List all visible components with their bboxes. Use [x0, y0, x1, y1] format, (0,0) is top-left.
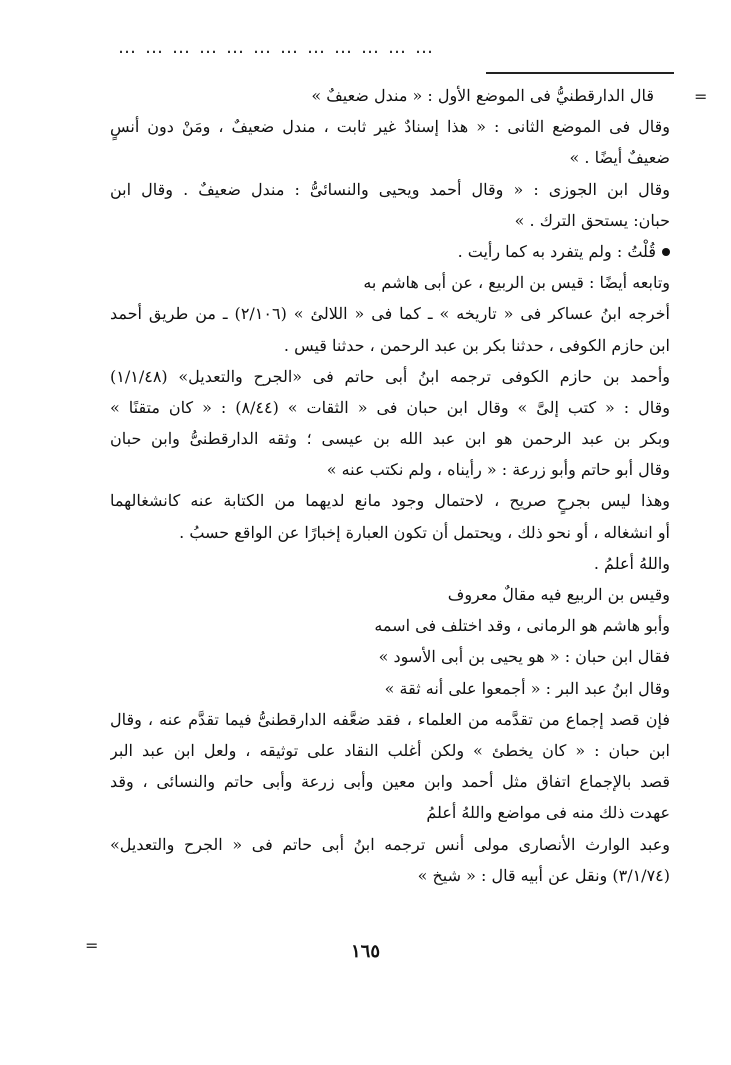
- text-line: وقال ابنُ عبد البر : « أجمعوا على أنه ثقة »: [384, 678, 670, 698]
- text-line: فقال ابن حبان : « هو يحيى بن أبى الأسود »: [378, 647, 670, 667]
- margin-mark-right: =: [694, 87, 708, 106]
- margin-mark-left: =: [85, 936, 99, 955]
- text-line: أخرجه ابنُ عساكر فى « تاريخه » ـ كما فى « اللالئ » (٢/١٠٦) ـ من طريق أحمد: [110, 304, 670, 324]
- text-line: ابن حبان : « كان يخطئ » ولكن أغلب النقاد على توثيقه ، ولعل ابن عبد البر: [110, 740, 670, 760]
- text-line: قصد بالإجماع اتفاق مثل أحمد وابن معين وأبى زرعة وأبى حاتم والنسائى ، وقد: [110, 772, 670, 792]
- text-line: وقال : « كتب إلىَّ » وقال ابن حبان فى « الثقات » (٨/٤٤) : « كان متقنًا »: [110, 397, 670, 417]
- header-dotted-line: ………………………………: [118, 38, 442, 58]
- text-line: قال الدارقطنيُّ فى الموضع الأول : « مندل ضعيفٌ »: [311, 86, 654, 105]
- text-line: أو انشغاله ، أو نحو ذلك ، ويحتمل أن تكون العبارة إخبارًا عن الواقع حسبُ .: [179, 522, 670, 542]
- text-line: (٣/١/٧٤) ونقل عن أبيه قال : « شيخ »: [417, 865, 670, 885]
- text-line: وأبو هاشم هو الرمانى ، وقد اختلف فى اسمه: [374, 616, 670, 636]
- text-line: فإن قصد إجماع من تقدَّمه من العلماء ، فقد ضعَّفه الدارقطنىُّ فيما تقدَّم عنه ، وقال: [110, 709, 670, 729]
- body-text: [110, 80, 670, 891]
- text-line-bullet: [110, 236, 670, 267]
- text-line: وعبد الوارث الأنصارى مولى أنس ترجمه ابنُ أبى حاتم فى « الجرح والتعديل»: [110, 834, 670, 854]
- text-line: وأحمد بن حازم الكوفى ترجمه ابنُ أبى حاتم فى «الجرح والتعديل» (١/١/٤٨): [110, 366, 670, 386]
- text-line: عهدت ذلك منه فى مواضع واللهُ أعلمُ: [426, 803, 670, 823]
- text-line: ابن حازم الكوفى ، حدثنا بكر بن عبد الرحمن ، حدثنا قيس .: [283, 335, 670, 355]
- text-line: وهذا ليس بجرحٍ صريح ، لاحتمال وجود مانع لديهما من الكتابة عنه كانشغالهما: [110, 491, 670, 511]
- text-line: وبكر بن عبد الرحمن هو ابن عبد الله بن عيسى ؛ وثقه الدارقطنىُّ وابن حبان: [110, 429, 670, 449]
- text-line: وقال فى الموضع الثانى : « هذا إسنادٌ غير ثابت ، مندل ضعيفٌ ، ومَنْ دون أنسٍ: [110, 117, 670, 137]
- text-line: واللهُ أعلمُ .: [593, 553, 670, 573]
- text-line-content: قُلْتُ : ولم يتفرد به كما رأيت .: [457, 241, 656, 261]
- header-rule: [486, 72, 674, 74]
- text-line: ضعيفٌ أيضًا . »: [569, 148, 670, 168]
- page-number: ١٦٥: [350, 941, 380, 962]
- text-line: وتابعه أيضًا : قيس بن الربيع ، عن أبى هاشم به: [363, 273, 670, 293]
- text-line: وقيس بن الربيع فيه مقالٌ معروف: [447, 585, 670, 604]
- bullet-icon: [662, 248, 670, 256]
- text-line: وقال ابن الجوزى : « وقال أحمد ويحيى والنسائىُّ : مندل ضعيفٌ . وقال ابن: [110, 179, 670, 199]
- text-line: وقال أبو حاتم وأبو زرعة : « رأيناه ، ولم نكتب عنه »: [326, 460, 670, 480]
- text-line: حبان: يستحق الترك . »: [514, 210, 670, 230]
